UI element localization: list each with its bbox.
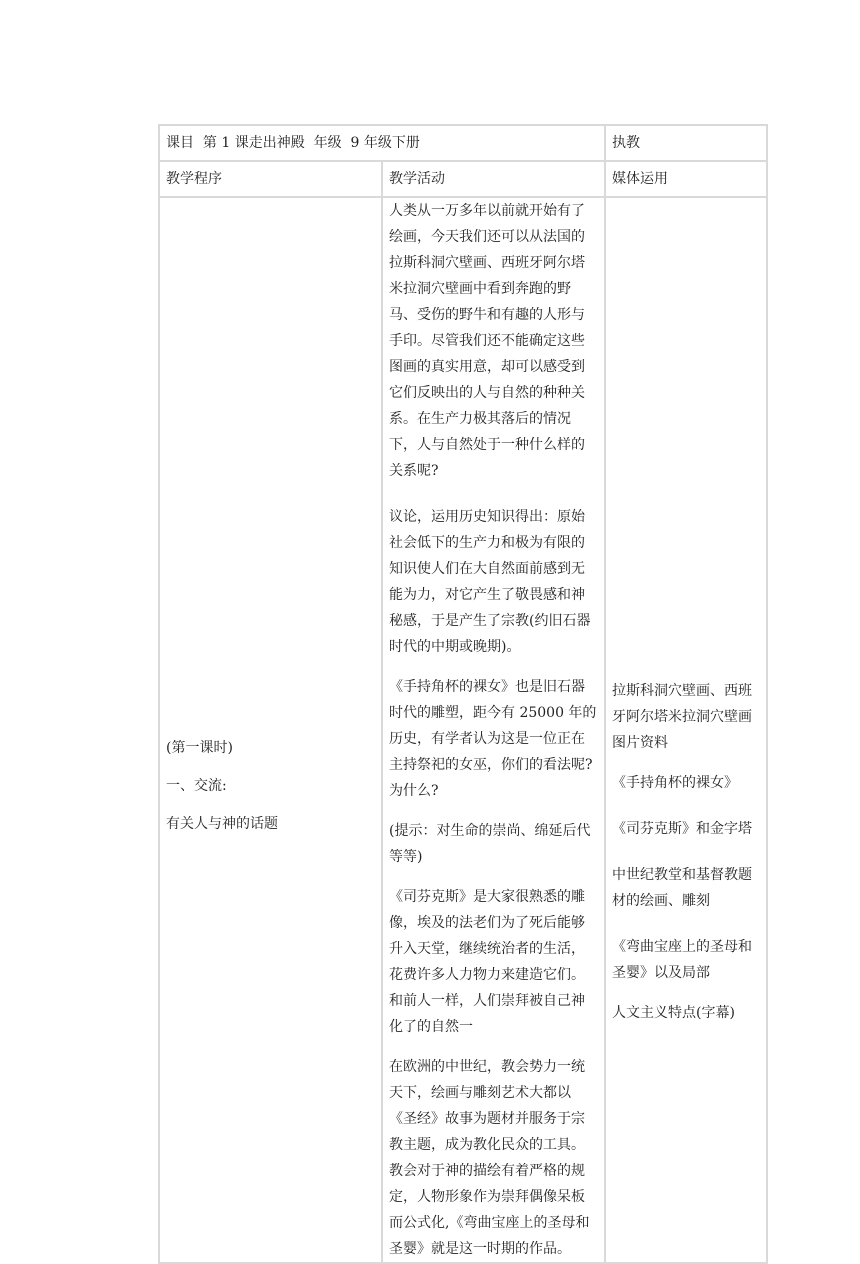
header-media: 媒体运用 — [605, 161, 767, 197]
content-row — [159, 197, 767, 1263]
header-procedure: 教学程序 — [159, 161, 382, 197]
procedure-item: 有关人与神的话题 — [166, 816, 278, 832]
activity-paragraph: 议论，运用历史知识得出：原始社会低下的生产力和极为有限的知识使人们在大自然面前感到无能为力，对它产生了敬畏感和神秘感，于是产生了宗教(约旧石器时代的中期或晚期)。 — [389, 509, 591, 655]
procedure-cell — [159, 197, 382, 1263]
procedure-item: (第一课时) — [166, 740, 233, 756]
media-item: 《弯曲宝座上的圣母和圣婴》以及局部 — [612, 939, 752, 981]
media-item: 《司芬克斯》和金字塔 — [612, 821, 752, 837]
media-item: 中世纪教堂和基督教题材的绘画、雕刻 — [612, 867, 752, 909]
column-header-row — [159, 161, 767, 197]
header-activity: 教学活动 — [382, 161, 605, 197]
lesson-title-cell: 课目 第 1 课走出神殿 年级 9 年级下册 — [159, 125, 605, 161]
title-row — [159, 125, 767, 161]
activity-paragraph: 人类从一万多年以前就开始有了绘画，今天我们还可以从法国的拉斯科洞穴壁画、西班牙阿尔塔米拉洞穴壁画中看到奔跑的野马、受伤的野牛和有趣的人形与手印。尽管我们还不能确定这些图画的真实用意，却可以感受到它们反映出的人与自然的种种关系。在生产力极其落后的情况下，人与自然处于一种什么样的关系呢? — [389, 203, 585, 479]
media-item: 拉斯科洞穴壁画、西班牙阿尔塔米拉洞穴壁画图片资料 — [612, 683, 752, 751]
activity-paragraph: 在欧洲的中世纪，教会势力一统天下，绘画与雕刻艺术大都以《圣经》故事为题材并服务于宗教主题，成为教化民众的工具。教会对于神的描绘有着严格的规定，人物形象作为崇拜偶像呆板而公式化,《弯曲宝座上的圣母和圣婴》就是这一时期的作品。 — [389, 1059, 590, 1257]
activity-paragraph: (提示：对生命的崇尚、绵延后代等等) — [389, 823, 591, 865]
activity-paragraph: 《手持角杯的裸女》也是旧石器时代的雕塑，距今有 25000 年的历史，有学者认为这是一位正在主持祭祀的女巫，你们的看法呢?为什么? — [389, 679, 597, 799]
media-item: 人文主义特点(字幕) — [612, 1005, 735, 1021]
activity-paragraph: 《司芬克斯》是大家很熟悉的雕像，埃及的法老们为了死后能够升入天堂，继续统治者的生活，花费许多人力物力来建造它们。和前人一样，人们崇拜被自己神化了的自然一 — [389, 889, 585, 1035]
lesson-plan-table — [158, 124, 768, 1264]
media-item: 《手持角杯的裸女》 — [612, 775, 738, 791]
teacher-cell: 执教 — [605, 125, 767, 161]
media-cell — [605, 197, 767, 1263]
activity-cell — [382, 197, 605, 1263]
procedure-item: 一、交流: — [166, 778, 227, 794]
